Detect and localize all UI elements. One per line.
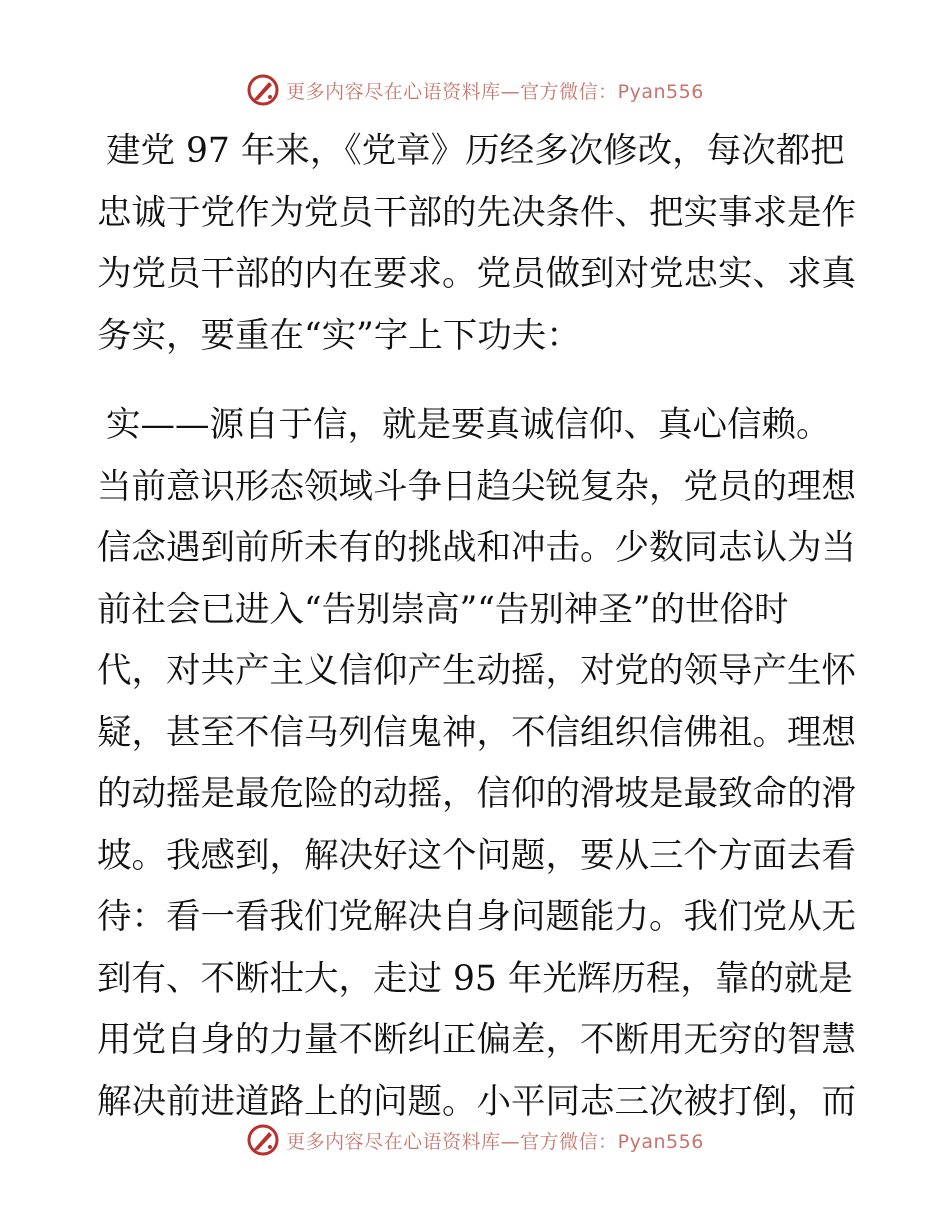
document-body bbox=[97, 121, 857, 1133]
footer-banner bbox=[0, 1120, 950, 1160]
text-line: 疑，甚至不信马列信鬼神，不信组织信佛祖。理想 bbox=[97, 712, 856, 753]
text-line: 解决前进道路上的问题。小平同志三次被打倒，而 bbox=[97, 1081, 856, 1122]
text-line: 用党自身的力量不断纠正偏差，不断用无穷的智慧 bbox=[97, 1020, 856, 1060]
header-banner-text: 更多内容尽在心语资料库—官方微信：Pyan556 bbox=[286, 80, 704, 103]
text-line: 为党员干部的内在要求。党员做到对党忠实、求真 bbox=[97, 254, 856, 294]
text-line: 忠诚于党作为党员干部的先决条件、把实事求是作 bbox=[97, 192, 856, 233]
text-line: 建党 97 年来，《党章》历经多次修改，每次都把 bbox=[106, 131, 845, 171]
header-banner bbox=[0, 70, 950, 110]
header-banner-inner bbox=[246, 73, 704, 107]
text-line: 的动摇是最危险的动摇，信仰的滑坡是最致命的滑 bbox=[97, 774, 856, 814]
text-line: 待：看一看我们党解决自身问题能力。我们党从无 bbox=[97, 897, 856, 937]
pen-logo-icon bbox=[246, 1123, 280, 1157]
paragraph-1 bbox=[97, 121, 857, 367]
text-line: 实——源自于信，就是要真诚信仰、真心信赖。 bbox=[106, 405, 831, 445]
paragraph-2 bbox=[97, 395, 857, 1133]
text-line: 到有、不断壮大，走过 95 年光辉历程，靠的就是 bbox=[97, 958, 853, 999]
text-line: 坡。我感到，解决好这个问题，要从三个方面去看 bbox=[97, 835, 856, 876]
text-line: 当前意识形态领域斗争日趋尖锐复杂，党员的理想 bbox=[97, 466, 856, 507]
footer-banner-text: 更多内容尽在心语资料库—官方微信：Pyan556 bbox=[286, 1130, 704, 1153]
text-line: 务实，要重在“实”字上下功夫： bbox=[97, 315, 581, 356]
paragraph-spacer bbox=[97, 367, 857, 395]
footer-banner-inner bbox=[246, 1123, 704, 1157]
text-line: 信念遇到前所未有的挑战和冲击。少数同志认为当 bbox=[97, 528, 856, 568]
text-line: 代，对共产主义信仰产生动摇，对党的领导产生怀 bbox=[97, 651, 856, 691]
pen-logo-icon bbox=[246, 73, 280, 107]
text-line: 前社会已进入“告别崇高”“告别神圣”的世俗时 bbox=[97, 589, 789, 630]
